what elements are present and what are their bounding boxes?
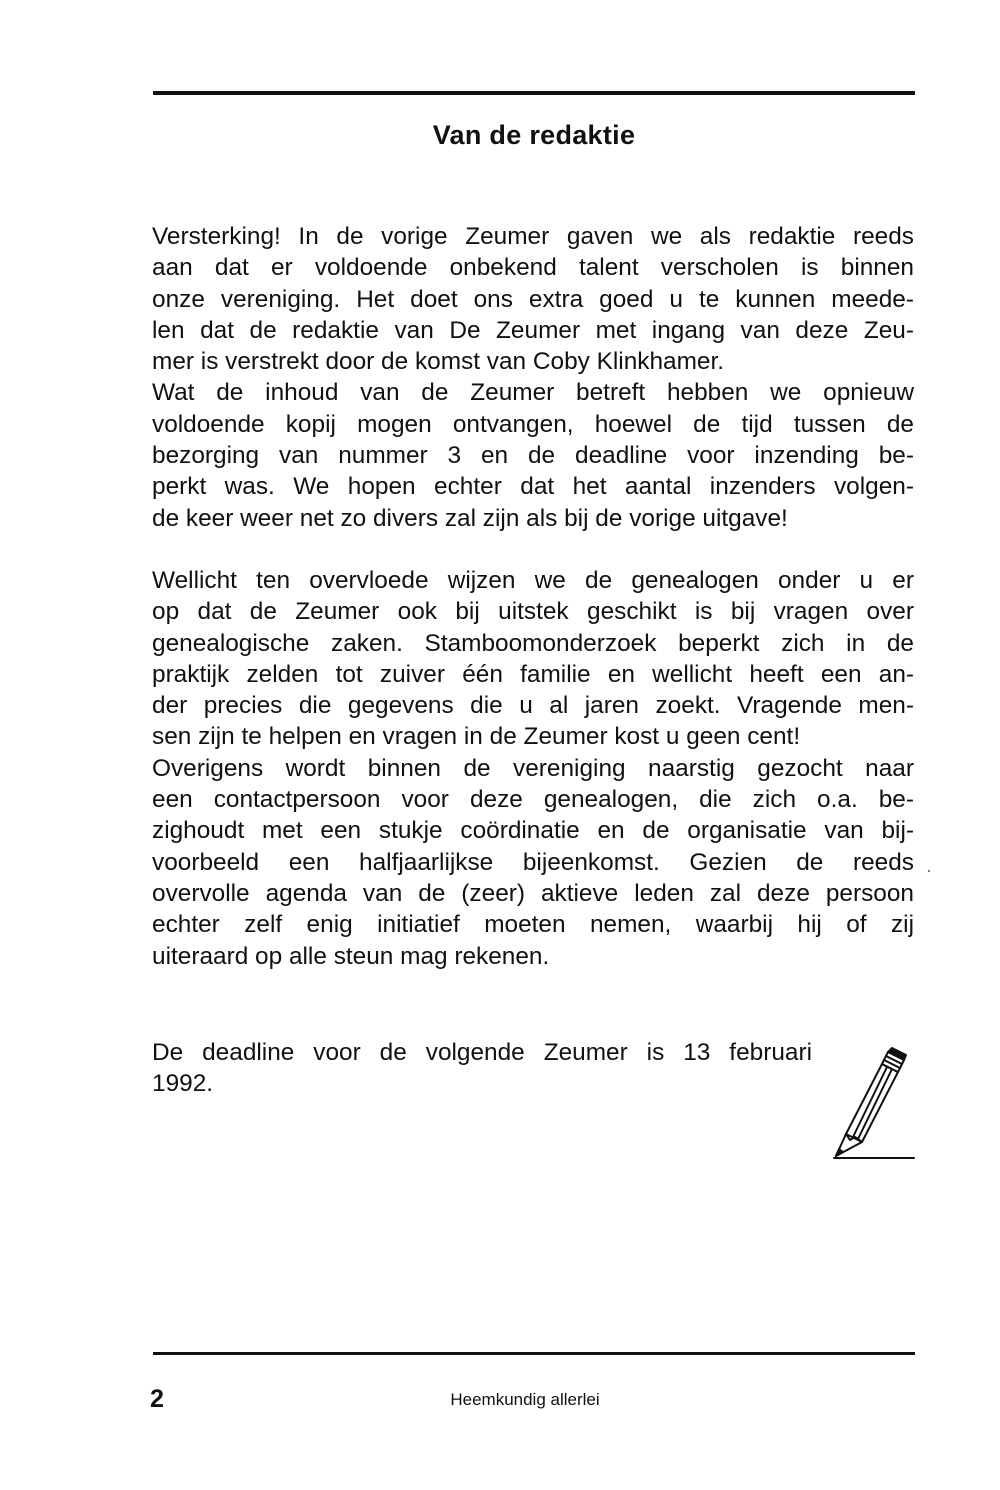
text-line: Wellicht ten overvloede wijzen we de genealogen onder u er — [152, 567, 914, 594]
text-line: de keer weer net zo divers zal zijn als bij de vorige uitgave! — [152, 504, 788, 532]
article-title: Van de redaktie — [432, 120, 636, 150]
text-line: 1992. — [152, 1070, 214, 1098]
publication-title: Heemkundig allerlei — [450, 1390, 600, 1409]
text-line: een contactpersoon voor deze genealogen, die zich o.a. be- — [152, 786, 914, 814]
text-line: der precies die gegevens die u al jaren zoekt. Vragende men- — [152, 692, 914, 720]
paragraph-1 — [152, 221, 914, 534]
text-line: bezorging van nummer 3 en de deadline voor inzending be- — [152, 442, 914, 470]
text-line: overvolle agenda van de (zeer) aktieve leden zal deze persoon — [152, 879, 914, 907]
text-line: perkt was. We hopen echter dat het aantal inzenders volgen- — [152, 473, 914, 501]
text-line: op dat de Zeumer ook bij uitstek geschikt is bij vragen over — [152, 598, 914, 626]
text-line: Overigens wordt binnen de vereniging naarstig gezocht naar — [152, 754, 914, 782]
text-line: mer is verstrekt door de komst van Coby Klinkhamer. — [152, 348, 725, 376]
text-line: aan dat er voldoende onbekend talent verscholen is binnen — [152, 254, 914, 282]
text-line: genealogische zaken. Stamboomonderzoek beperkt zich in de — [152, 629, 914, 657]
text-line: onze vereniging. Het doet ons extra goed u te kunnen meede- — [152, 285, 914, 313]
header-rule — [153, 91, 915, 95]
pencil-icon — [822, 1046, 917, 1164]
text-line: Versterking! In de vorige Zeumer gaven we als redaktie reeds — [152, 223, 914, 250]
deadline-notice — [152, 1037, 812, 1100]
text-line: voldoende kopij mogen ontvangen, hoewel de tijd tussen de — [152, 410, 914, 438]
text-line: zighoudt met een stukje coördinatie en de organisatie van bij- — [152, 817, 914, 845]
text-line: voorbeeld een halfjaarlijkse bijeenkomst. Gezien de reeds — [152, 848, 914, 876]
text-line: echter zelf enig initiatief moeten nemen, waarbij hij of zij — [152, 911, 914, 939]
page-number: 2 — [150, 1385, 164, 1413]
text-line: sen zijn te helpen en vragen in de Zeumer kost u geen cent! — [152, 723, 801, 751]
text-line: Wat de inhoud van de Zeumer betreft hebben we opnieuw — [152, 379, 914, 407]
scan-speck — [928, 870, 930, 872]
text-line: uiteraard op alle steun mag rekenen. — [152, 942, 550, 970]
text-line: len dat de redaktie van De Zeumer met ingang van deze Zeu- — [152, 316, 914, 344]
paragraph-2 — [152, 565, 914, 972]
footer-rule — [153, 1352, 915, 1355]
text-line: De deadline voor de volgende Zeumer is 13 februari — [152, 1039, 812, 1066]
text-line: praktijk zelden tot zuiver één familie en wellicht heeft een an- — [152, 660, 914, 688]
